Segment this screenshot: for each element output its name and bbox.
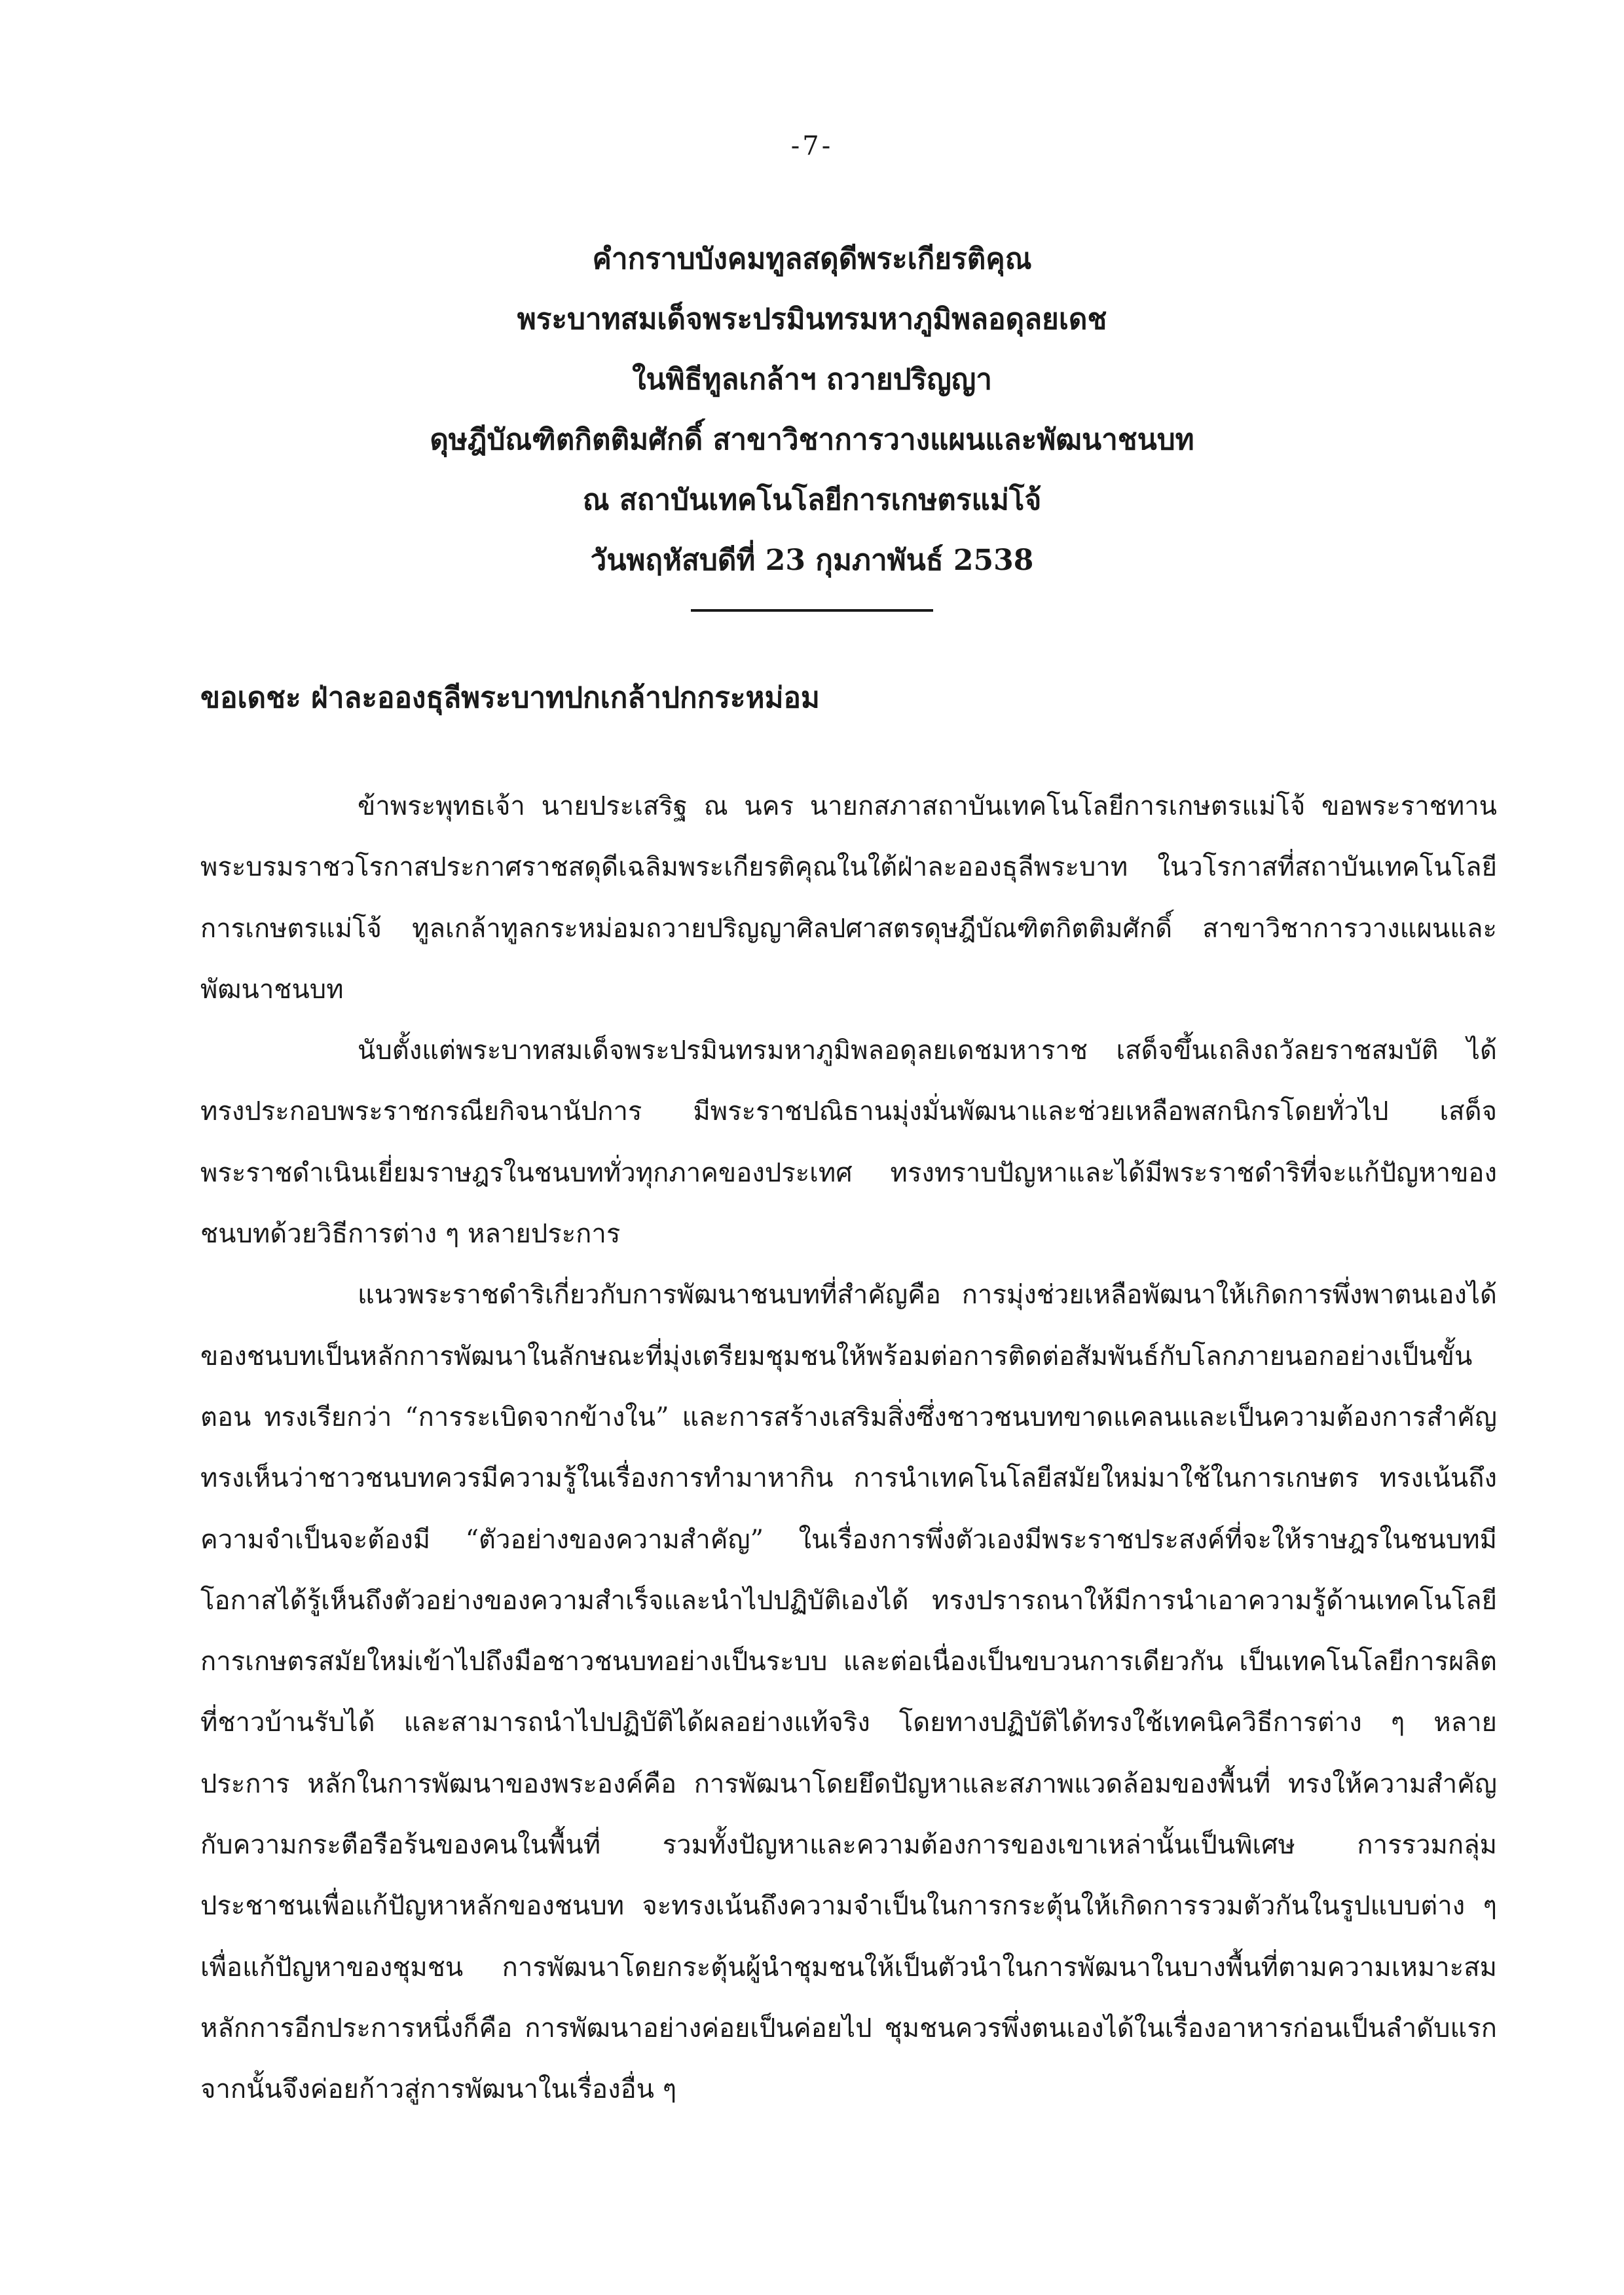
document-body [200, 776, 1497, 2121]
paragraph: นับตั้งแต่พระบาทสมเด็จพระปรมินทรมหาภูมิพลอดุลยเดชมหาราช เสด็จขึ้นเถลิงถวัลยราชสมบัติ ได้ทรงประกอบพระราชกรณียกิจนานัปการ มีพระราชปณิธานมุ่งมั่นพัฒนาและช่วยเหลือพสกนิกรโดยทั่วไป เสด็จพระราชดำเนินเยี่ยมราษฎรในชนบททั่วทุกภาคของประเทศ ทรงทราบปัญหาและได้มีพระราชดำริที่จะแก้ปัญหาของชนบทด้วยวิธีการต่าง ๆ หลายประการ [200, 1036, 1497, 1250]
page-number: -7- [790, 131, 834, 161]
paragraph: ข้าพระพุทธเจ้า นายประเสริฐ ณ นคร นายกสภาสถาบันเทคโนโลยีการเกษตรแม่โจ้ ขอพระราชทานพระบรมราชวโรกาสประกาศราชสดุดีเฉลิมพระเกียรติคุณในใต้ฝ่าละอองธุลีพระบาท ในวโรกาสที่สถาบันเทคโนโลยีการเกษตรแม่โจ้ ทูลเกล้าทูลกระหม่อมถวายปริญญาศิลปศาสตรดุษฎีบัณฑิตกิตติมศักดิ์ สาขาวิชาการวางแผนและพัฒนาชนบท [200, 791, 1497, 1005]
document-heading [0, 229, 1624, 612]
heading-line: ดุษฎีบัณฑิตกิตติมศักดิ์ สาขาวิชาการวางแผนและพัฒนาชนบท [430, 423, 1194, 457]
heading-line: ในพิธีทูลเกล้าฯ ถวายปริญญา [632, 363, 992, 396]
salutation: ขอเดชะ ฝ่าละอองธุลีพระบาทปกเกล้าปกกระหม่อม [200, 681, 820, 715]
heading-divider [691, 609, 933, 612]
heading-line: วันพฤหัสบดีที่ 23 กุมภาพันธ์ 2538 [590, 544, 1034, 577]
heading-line: คำกราบบังคมทูลสดุดีพระเกียรติคุณ [592, 242, 1032, 276]
paragraph: แนวพระราชดำริเกี่ยวกับการพัฒนาชนบทที่สำคัญคือ การมุ่งช่วยเหลือพัฒนาให้เกิดการพึ่งพาตนเองได้ของชนบทเป็นหลักการพัฒนาในลักษณะที่มุ่งเตรียมชุมชนให้พร้อมต่อการติดต่อสัมพันธ์กับโลกภายนอกอย่างเป็นขั้นตอน ทรงเรียกว่า “การระเบิดจากข้างใน” และการสร้างเสริมสิ่งซึ่งชาวชนบทขาดแคลนและเป็นความต้องการสำคัญ ทรงเห็นว่าชาวชนบทควรมีความรู้ในเรื่องการทำมาหากิน การนำเทคโนโลยีสมัยใหม่มาใช้ในการเกษตร ทรงเน้นถึงความจำเป็นจะต้องมี “ตัวอย่างของความสำคัญ” ในเรื่องการพึ่งตัวเองมีพระราชประสงค์ที่จะให้ราษฎรในชนบทมีโอกาสได้รู้เห็นถึงตัวอย่างของความสำเร็จและนำไปปฏิบัติเองได้ ทรงปรารถนาให้มีการนำเอาความรู้ด้านเทคโนโลยีการเกษตรสมัยใหม่เข้าไปถึงมือชาวชนบทอย่างเป็นระบบ และต่อเนื่องเป็นขบวนการเดียวกัน เป็นเทคโนโลยีการผลิตที่ชาวบ้านรับได้ และสามารถนำไปปฏิบัติได้ผลอย่างแท้จริง โดยทางปฏิบัติได้ทรงใช้เทคนิควิธีการต่าง ๆ หลายประการ หลักในการพัฒนาของพระองค์คือ การพัฒนาโดยยึดปัญหาและสภาพแวดล้อมของพื้นที่ ทรงให้ความสำคัญกับความกระตือรือร้นของคนในพื้นที่ รวมทั้งปัญหาและความต้องการของเขาเหล่านั้นเป็นพิเศษ การรวมกลุ่มประชาชนเพื่อแก้ปัญหาหลักของชนบท จะทรงเน้นถึงความจำเป็นในการกระตุ้นให้เกิดการรวมตัวกันในรูปแบบต่าง ๆ เพื่อแก้ปัญหาของชุมชน การพัฒนาโดยกระตุ้นผู้นำชุมชนให้เป็นตัวนำในการพัฒนาในบางพื้นที่ตามความเหมาะสม หลักการอีกประการหนึ่งก็คือ การพัฒนาอย่างค่อยเป็นค่อยไป ชุมชนควรพึ่งตนเองได้ในเรื่องอาหารก่อนเป็นลำดับแรก จากนั้นจึงค่อยก้าวสู่การพัฒนาในเรื่องอื่น ๆ [200, 1280, 1497, 2105]
heading-line: ณ สถาบันเทคโนโลยีการเกษตรแม่โจ้ [582, 483, 1042, 517]
heading-line: พระบาทสมเด็จพระปรมินทรมหาภูมิพลอดุลยเดช [517, 303, 1107, 336]
